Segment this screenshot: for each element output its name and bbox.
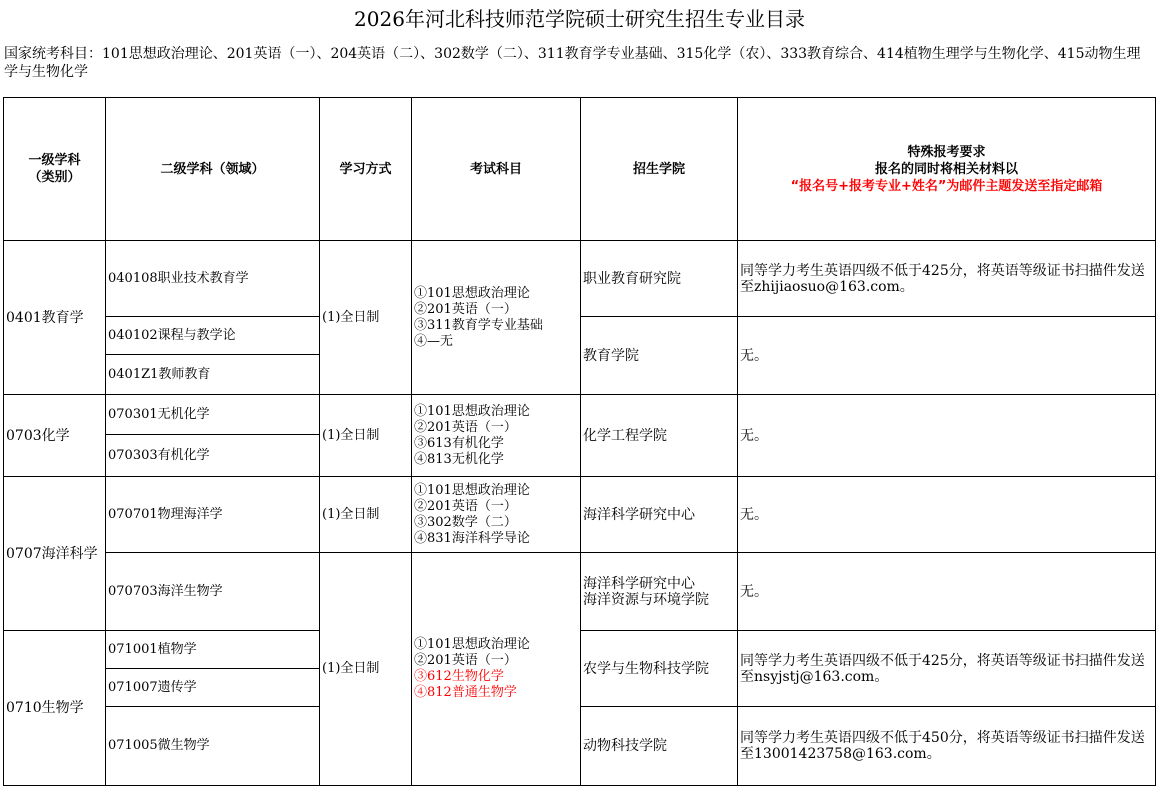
table-row (4, 477, 1156, 553)
secondary-discipline-cell: 070301无机化学 (106, 395, 320, 435)
header-exam-subjects: 考试科目 (412, 98, 581, 241)
college-cell: 职业教育研究院 (581, 241, 738, 317)
table-row (4, 395, 1156, 435)
header-secondary-discipline: 二级学科（领域） (106, 98, 320, 241)
header-college: 招生学院 (581, 98, 738, 241)
requirement-cell: 无。 (738, 477, 1156, 553)
secondary-discipline-cell: 040102课程与教学论 (106, 317, 320, 355)
primary-discipline-cell: 0710生物学 (4, 631, 106, 786)
primary-discipline-cell: 0703化学 (4, 395, 106, 477)
secondary-discipline-cell: 070303有机化学 (106, 435, 320, 477)
study-mode-cell: (1)全日制 (320, 553, 412, 786)
table-row (4, 553, 1156, 631)
secondary-discipline-cell: 071001植物学 (106, 631, 320, 669)
national-exam-subjects: 国家统考科目：101思想政治理论、201英语（一）、204英语（二）、302数学（二）、311教育学专业基础、315化学（农）、333教育综合、414植物生理学与生物化学、415动物生理学与生物化学 (4, 46, 1141, 80)
college-cell: 农学与生物科技学院 (581, 631, 738, 707)
requirement-cell: 同等学力考生英语四级不低于425分，将英语等级证书扫描件发送至nsyjstj@163.com。 (738, 631, 1156, 707)
secondary-discipline-cell: 0401Z1教师教育 (106, 355, 320, 395)
secondary-discipline-cell: 040108职业技术教育学 (106, 241, 320, 317)
college-cell: 教育学院 (581, 317, 738, 395)
secondary-discipline-cell: 070701物理海洋学 (106, 477, 320, 553)
requirement-cell: 同等学力考生英语四级不低于450分，将英语等级证书扫描件发送至13001423758@163.com。 (738, 707, 1156, 786)
exam-subjects-cell: ①101思想政治理论 ②201英语（一） ③613有机化学 ④813无机化学 (412, 395, 581, 477)
program-catalog-table (3, 97, 1156, 786)
header-study-mode: 学习方式 (320, 98, 412, 241)
secondary-discipline-cell: 071007遗传学 (106, 669, 320, 707)
college-cell: 动物科技学院 (581, 707, 738, 786)
page-title: 2026年河北科技师范学院硕士研究生招生专业目录 (354, 7, 805, 31)
highlighted-exam-subject: ③612生物化学 (414, 669, 504, 684)
secondary-discipline-cell: 070703海洋生物学 (106, 553, 320, 631)
exam-subjects-cell: ①101思想政治理论 ②201英语（一） ③302数学（二） ④831海洋科学导论 (412, 477, 581, 553)
college-cell: 化学工程学院 (581, 395, 738, 477)
study-mode-cell: (1)全日制 (320, 241, 412, 395)
exam-subjects-cell: ①101思想政治理论 ②201英语（一） ③311教育学专业基础 ④—无 (412, 241, 581, 395)
study-mode-cell: (1)全日制 (320, 395, 412, 477)
primary-discipline-cell: 0401教育学 (4, 241, 106, 395)
secondary-discipline-cell: 071005微生物学 (106, 707, 320, 786)
requirement-cell: 无。 (738, 317, 1156, 395)
requirement-cell: 无。 (738, 395, 1156, 477)
college-cell: 海洋科学研究中心 (581, 477, 738, 553)
requirement-cell: 无。 (738, 553, 1156, 631)
email-subject-format: “报名号+报考专业+姓名”为邮件主题发送至指定邮箱 (790, 178, 1103, 194)
highlighted-exam-subject: ④812普通生物学 (414, 685, 517, 700)
table-header-row (4, 98, 1156, 241)
primary-discipline-cell: 0707海洋科学 (4, 477, 106, 631)
header-special-requirements: 特殊报考要求 报名的同时将相关材料以 “报名号+报考专业+姓名”为邮件主题发送至指定邮箱 (738, 98, 1156, 241)
study-mode-cell: (1)全日制 (320, 477, 412, 553)
exam-subjects-cell: ①101思想政治理论 ②201英语（一） ③612生物化学 ④812普通生物学 (412, 553, 581, 786)
requirement-cell: 同等学力考生英语四级不低于425分，将英语等级证书扫描件发送至zhijiaosuo@163.com。 (738, 241, 1156, 317)
table-row (4, 241, 1156, 317)
header-primary-discipline: 一级学科 （类别） (4, 98, 106, 241)
college-cell: 海洋科学研究中心 海洋资源与环境学院 (581, 553, 738, 631)
